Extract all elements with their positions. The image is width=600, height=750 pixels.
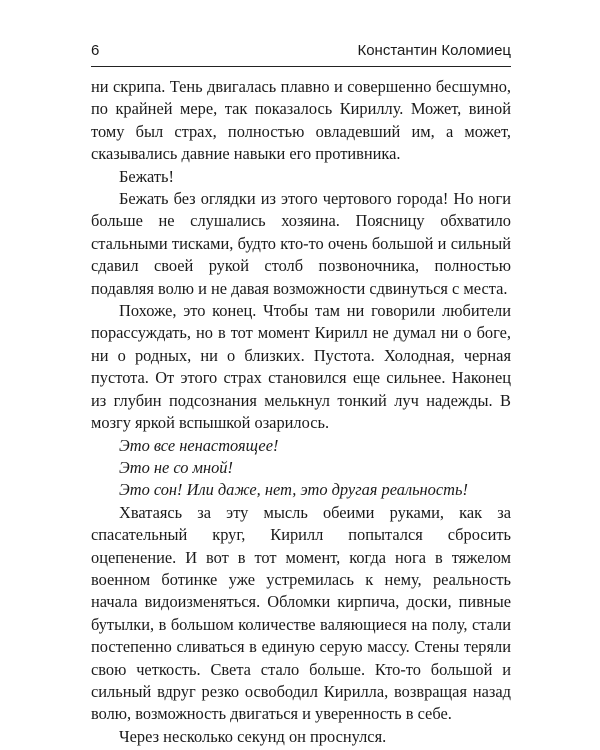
running-header xyxy=(91,36,511,62)
paragraph: Хватаясь за эту мысль обеими руками, как за спасательный круг, Кирилл попытался сбросить оцепенение. И вот в тот момент, когда нога в тяжелом военном ботинке уже устремилась к нему, реальность начала видоизменяться. Обломки кирпича, доски, пивные бутылки, в большом количестве валяющиеся на полу, стали постепенно сливаться в единую серую массу. Стены теряли свою четкость. Света стало больше. Кто-то большой и сильный вдруг резко освободил Кирилла, возвращая назад волю, возможность двигаться и уверенность в себе. xyxy=(91,502,511,724)
italic-thought: Это все ненастоящее! xyxy=(119,435,279,455)
paragraph: Бежать! xyxy=(119,166,174,186)
header-rule xyxy=(91,66,511,67)
paragraph: Похоже, это конец. Чтобы там ни говорили любители порассуждать, но в тот момент Кирилл не думал ни о боге, ни о родных, ни о близких. Пустота. Холодная, черная пустота. От этого страх становился еще сильнее. Наконец из глубин подсознания мелькнул тонкий луч надежды. В мозгу яркой вспышкой озарилось. xyxy=(91,301,511,433)
body-text xyxy=(91,76,511,748)
paragraph: ни скрипа. Тень двигалась плавно и совершенно бесшумно, по крайней мере, так показалось Кириллу. Может, виной тому был страх, полностью овладевший им, а может, сказывались давние навыки его противника. xyxy=(91,77,511,164)
paragraph: Бежать без оглядки из этого чертового города! Но ноги больше не слушались хозяина. Поясницу обхватило стальными тисками, будто кто-то очень большой и сильный сдавил своей рукой столб позвоночника, полностью подавляя волю и не давая возможности сдвинуться с места. xyxy=(91,189,511,298)
italic-thought: Это сон! Или даже, нет, это другая реальность! xyxy=(119,480,468,500)
running-title: Константин Коломиец xyxy=(357,42,511,59)
page-number: 6 xyxy=(91,42,100,59)
italic-thought: Это не со мной! xyxy=(119,457,233,477)
paragraph: Через несколько секунд он проснулся. xyxy=(119,726,387,746)
